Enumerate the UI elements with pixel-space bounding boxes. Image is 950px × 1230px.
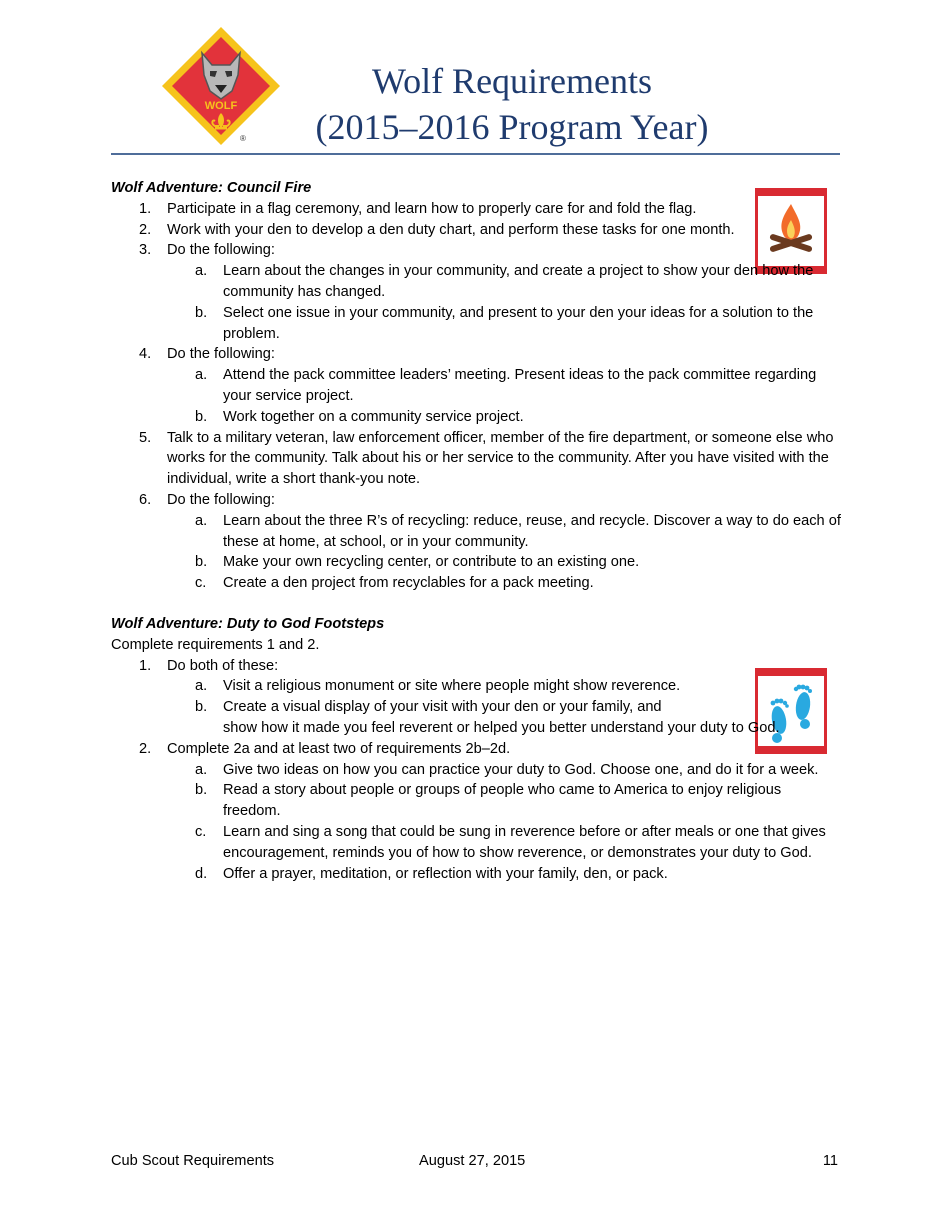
page-title-line-2: (2015–2016 Program Year) <box>315 107 709 147</box>
list-item: a. Learn about the three R’s of recycling: reduce, reuse, and recycle. Discover a way to do each of these at home, at school, or in your community. <box>195 512 841 550</box>
list-item: d. Offer a prayer, meditation, or reflection with your family, den, or pack. <box>195 865 668 882</box>
footer-page-number: 11 <box>822 1153 838 1169</box>
list-item: a. Visit a religious monument or site where people might show reverence. <box>195 678 681 695</box>
svg-text:WOLF: WOLF <box>204 100 238 112</box>
list-item: a. Learn about the changes in your community, and create a project to show your den how the community has changed. <box>195 263 814 300</box>
list-item: b. Read a story about people or groups of people who came to America to enjoy religious freedom. <box>195 782 782 820</box>
council-fire-requirements <box>111 199 841 594</box>
list-item: a. Attend the pack committee leaders’ meeting. Present ideas to the pack committee regarding your service project. <box>195 367 817 404</box>
list-item: a. Give two ideas on how you can practice your duty to God. Choose one, and do it for a week. <box>195 761 819 778</box>
requirements-body <box>111 178 841 884</box>
header-divider <box>111 153 840 155</box>
list-item: c. Learn and sing a song that could be sung in reverence before or after meals or one that gives encouragement, reminds you of how to show reverence, or demonstrates your duty to God. <box>195 823 826 861</box>
page-title-line-1: Wolf Requirements <box>371 61 653 101</box>
list-item: 1. Participate in a flag ceremony, and learn how to properly care for and fold the flag. <box>139 200 697 217</box>
list-item: b. Create a visual display of your visit with your den or your family, and show how it made you feel reverent or helped you better understand your duty to God. <box>195 699 780 736</box>
section-heading-council-fire: Wolf Adventure: Council Fire <box>111 180 312 196</box>
section-heading-duty-to-god: Wolf Adventure: Duty to God Footsteps <box>111 615 385 632</box>
wolf-rank-logo <box>160 25 282 147</box>
duty-to-god-requirements <box>111 656 841 885</box>
section-intro: Complete requirements 1 and 2. <box>111 636 320 653</box>
list-item: 3. Do the following: a. Learn about the changes in your community, and create a project to show your den how the community has changed. b. Select one issue in your community, and present to your den your ideas for a solution to the problem. <box>111 240 841 344</box>
list-item: b. Select one issue in your community, and present to your den your ideas for a solution to the problem. <box>195 304 814 342</box>
list-item: b. Work together on a community service project. <box>195 408 524 425</box>
list-item: 2. Complete 2a and at least two of requirements 2b–2d. a. Give two ideas on how you can practice your duty to God. Choose one, and do it for a week. b. Read a story about people or groups of people who came to America to enjoy religious freedom. c. Learn and sing a song that could be sung in reverence before or after meals or one that gives encouragement, reminds you of how to show reverence, or demonstrates your duty to God. d. Offer a prayer, meditation, or reflection with your family, den, or pack. <box>111 739 841 885</box>
list-item: 4. Do the following: a. Attend the pack committee leaders’ meeting. Present ideas to the pack committee regarding your service project. b. Work together on a community service project. <box>111 344 841 427</box>
list-item: 1. Do both of these: a. Visit a religious monument or site where people might show reverence. b. Create a visual display of your visit with your den or your family, and show how it made you feel reverent or helped you better understand your duty to God. <box>111 656 841 739</box>
list-item: c. Create a den project from recyclables for a pack meeting. <box>195 575 594 592</box>
footer-date: August 27, 2015 <box>419 1153 526 1169</box>
list-item: b. Make your own recycling center, or contribute to an existing one. <box>195 554 640 571</box>
svg-text:®: ® <box>240 134 246 143</box>
list-item: 5. Talk to a military veteran, law enforcement officer, member of the fire department, or someone else who works for the community. Talk about his or her service to the community. After you have visited with the individual, write a short thank-you note. <box>139 429 834 488</box>
footer-document-name: Cub Scout Requirements <box>111 1153 275 1169</box>
list-item: 2. Work with your den to develop a den duty chart, and perform these tasks for one month. <box>139 221 735 238</box>
list-item: 6. Do the following: a. Learn about the three R’s of recycling: reduce, reuse, and recycle. Discover a way to do each of these at home, at school, or in your community. b. Make your own recycling center, or contribute to an existing one. c. Create a den project from recyclables for a pack meeting. <box>111 490 841 594</box>
